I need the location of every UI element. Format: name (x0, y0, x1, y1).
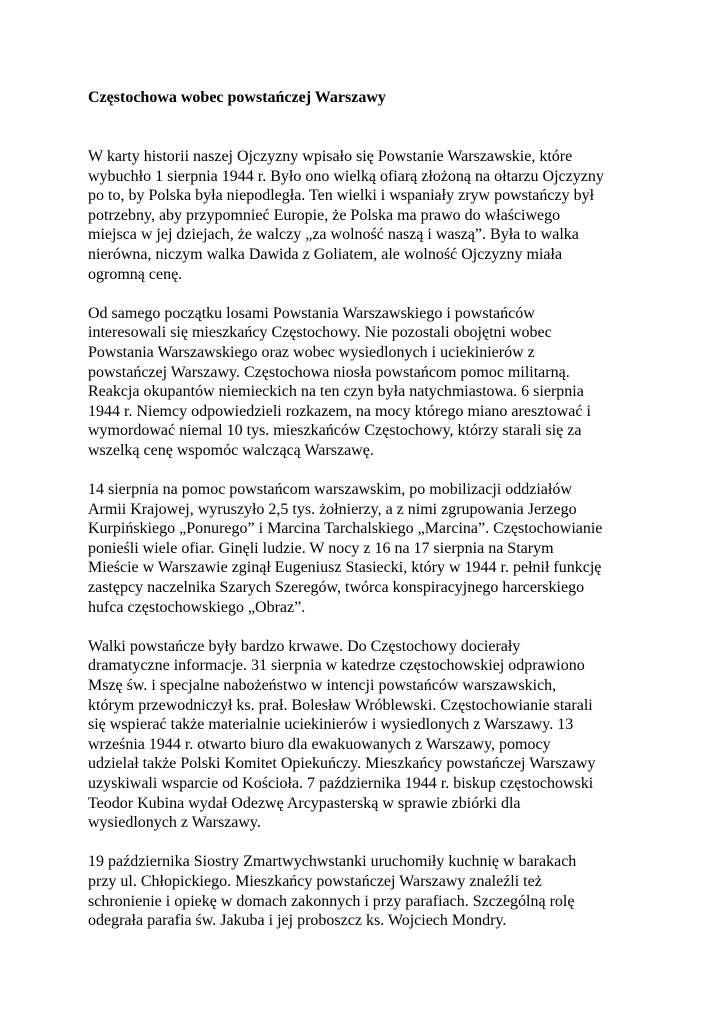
text-line: odegrała parafia św. Jakuba i jej proboszcz ks. Wojciech Mondry. (88, 912, 507, 930)
document-body (88, 88, 648, 950)
paragraph-4 (88, 637, 648, 833)
text-line: ponieśli wiele ofiar. Ginęli ludzie. W nocy z 16 na 17 sierpnia na Starym (88, 539, 554, 557)
text-line: się wspierać także materialnie uciekinierów i wysiedlonych z Warszawy. 13 (88, 716, 574, 734)
text-line: Teodor Kubina wydał Odezwę Arcypasterską w sprawie zbiórki dla (88, 794, 521, 812)
text-line: W karty historii naszej Ojczyzny wpisało się Powstanie Warszawskie, które (88, 148, 573, 165)
text-line: nierówna, niczym walka Dawida z Goliatem, ale wolność Ojczyzny miała (88, 245, 563, 263)
paragraph-3 (88, 480, 648, 617)
text-line: powstańczej Warszawy. Częstochowa niosła powstańcom pomoc militarną. (88, 363, 570, 381)
text-line: zastępcy naczelnika Szarych Szeregów, twórca konspiracyjnego harcerskiego (88, 579, 585, 597)
text-line: wysiedlonych z Warszawy. (88, 814, 261, 832)
text-line: po to, by Polska była niepodległa. Ten wielki i wspaniały zryw powstańczy był (88, 187, 595, 205)
text-line: hufca częstochowskiego „Obraz”. (88, 598, 306, 616)
paragraph-1 (88, 147, 648, 284)
text-line: 19 października Siostry Zmartwychwstanki uruchomiły kuchnię w barakach (88, 853, 577, 871)
text-line: 14 sierpnia na pomoc powstańcom warszawskim, po mobilizacji oddziałów (88, 481, 572, 499)
text-line: Armii Krajowej, wyruszyło 2,5 tys. żołnierzy, a z nimi zgrupowania Jerzego (88, 500, 577, 518)
paragraph-5 (88, 852, 648, 930)
text-line: Walki powstańcze były bardzo krwawe. Do Częstochowy docierały (88, 637, 521, 655)
text-line: interesowali się mieszkańcy Częstochowy. Nie pozostali obojętni wobec (88, 324, 552, 342)
text-line: Kurpińskiego „Ponurego” i Marcina Tarchalskiego „Marcina”. Częstochowianie (88, 520, 603, 538)
text-line: ogromną cenę. (88, 265, 183, 283)
text-line: Od samego początku losami Powstania Warszawskiego i powstańców (88, 304, 535, 322)
text-line: miejsca w jej dziejach, że walczy „za wolność naszą i waszą”. Była to walka (88, 226, 579, 244)
text-line: Mszę św. i specjalne nabożeństwo w intencji powstańców warszawskich, (88, 677, 557, 695)
text-line: Reakcja okupantów niemieckich na ten czyn była natychmiastowa. 6 sierpnia (88, 383, 584, 401)
text-line: dramatyczne informacje. 31 sierpnia w katedrze częstochowskiej odprawiono (88, 657, 585, 675)
text-line: wszelką cenę wspomóc walczącą Warszawę. (88, 441, 374, 459)
text-line: Powstania Warszawskiego oraz wobec wysiedlonych i uciekinierów z (88, 343, 535, 361)
text-line: udzielał także Polski Komitet Opiekuńczy. Mieszkańcy powstańczej Warszawy (88, 755, 596, 773)
text-line: wybuchło 1 sierpnia 1944 r. Było ono wielką ofiarą złożoną na ołtarzu Ojczyzny (88, 167, 604, 185)
text-line: przy ul. Chłopickiego. Mieszkańcy powstańczej Warszawy znaleźli też (88, 872, 542, 890)
text-line: Mieście w Warszawie zginął Eugeniusz Stasiecki, który w 1944 r. pełnił funkcję (88, 559, 602, 577)
text-line: którym przewodniczył ks. prał. Bolesław Wróblewski. Częstochowianie starali (88, 696, 593, 714)
document-title: Częstochowa wobec powstańczej Warszawy (88, 89, 386, 106)
text-line: potrzebny, aby przypomnieć Europie, że Polska ma prawo do właściwego (88, 206, 561, 224)
paragraph-2 (88, 304, 648, 461)
text-line: 1944 r. Niemcy odpowiedzieli rozkazem, na mocy którego miano aresztować i (88, 402, 591, 420)
text-line: schronienie i opiekę w domach zakonnych i przy parafiach. Szczególną rolę (88, 892, 575, 910)
text-line: września 1944 r. otwarto biuro dla ewakuowanych z Warszawy, pomocy (88, 735, 551, 753)
text-line: uzyskiwali wsparcie od Kościoła. 7 października 1944 r. biskup częstochowski (88, 775, 594, 792)
text-line: wymordować niemal 10 tys. mieszkańców Częstochowy, którzy starali się za (88, 422, 582, 440)
